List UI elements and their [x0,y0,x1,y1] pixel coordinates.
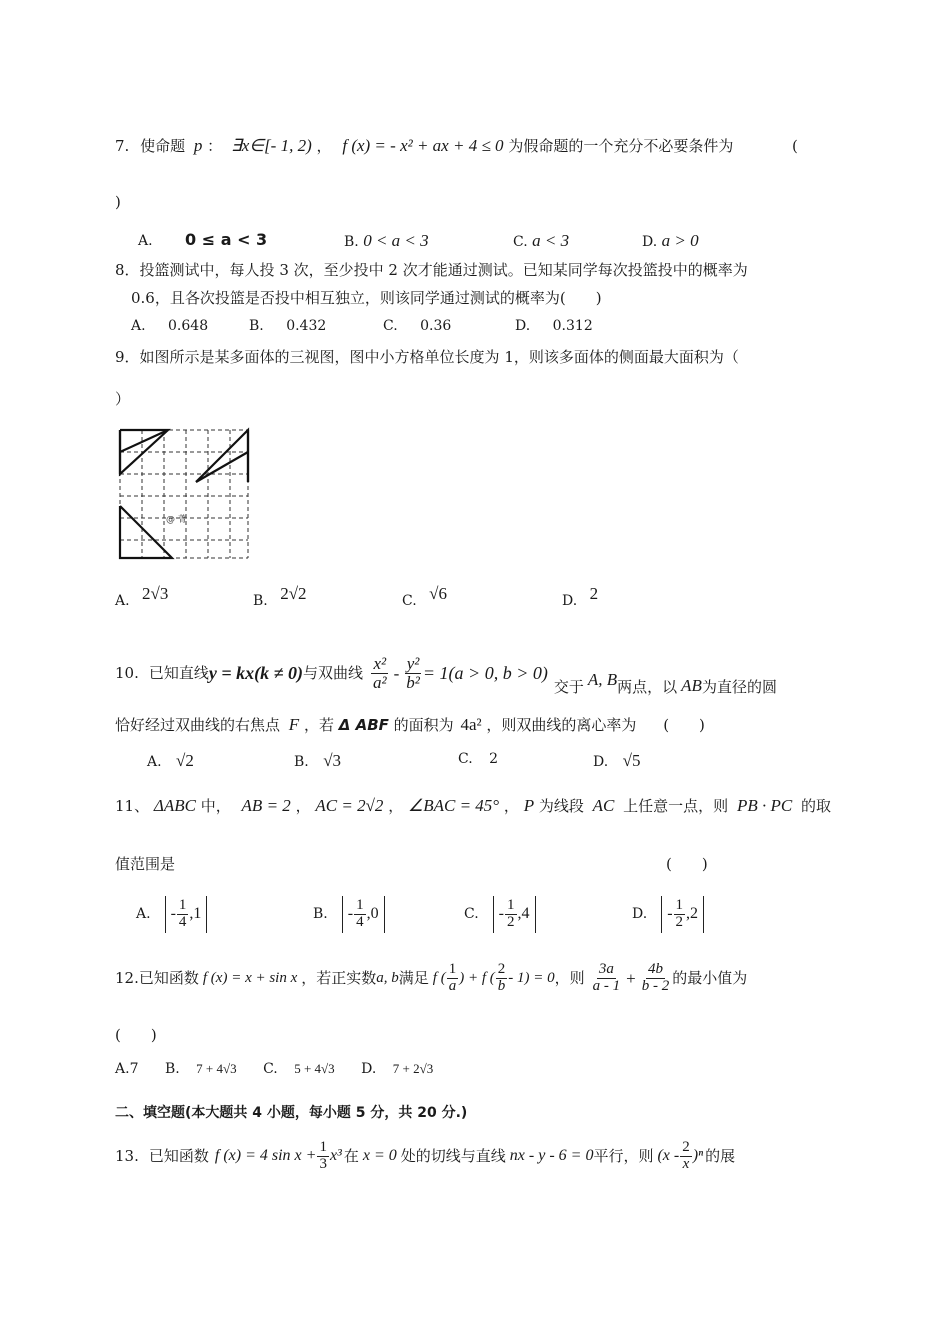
frac-den: 4 [178,913,187,930]
q12-frac4 [640,962,672,995]
q10-focus-f: F [288,715,300,734]
option-label: D. [361,1061,377,1077]
q10-hyp-rhs: = 1(a > 0, b > 0) [422,663,548,683]
interval-sign: - [170,905,176,923]
option-label: D. [642,234,658,250]
q10-number: 10. [115,663,139,682]
interval-frac [505,898,517,931]
q12-plus: + [626,968,636,988]
three-view-figure [116,426,256,566]
q7-paren-close: ) [115,193,121,211]
q8-option-d [515,319,593,333]
q10-text-post1: 交于 [553,677,584,696]
q11-option-b [313,896,385,933]
frac-num: 4b [647,961,663,977]
option-text: 2 [589,584,599,603]
q12-expr: ) + f ( [459,969,495,986]
q12-text: 的最小值为 [672,968,748,987]
interval-frac [177,898,189,931]
q10-line-equation: y = kx(k ≠ 0) [208,663,303,683]
q11-option-c [464,896,536,933]
frac-den: 4 [356,913,364,930]
q7-p: p [193,136,203,155]
q7-cond2: f (x) = - x² + ax + 4 ≤ 0 [342,136,504,155]
q10-line2-mid2: 的面积为 [393,716,454,734]
option-interval [661,896,704,933]
option-label: B. [344,234,359,250]
option-label: B. [313,906,328,923]
q7-option-c [513,232,569,249]
q13-function: f (x) = 4 sin x + [214,1147,317,1165]
q9-option-d [562,584,599,609]
q7-line1 [115,137,733,154]
q12-option-a [115,1061,143,1077]
q11-paren: ( ) [666,855,708,873]
frac-num: 1 [178,897,187,913]
q11-option-d [632,896,704,933]
q12-function: f (x) = x + sin x [202,969,298,986]
q11-triangle: ΔABC [153,796,196,815]
q10-option-b [294,752,341,769]
interval-rest: ,0 [366,905,379,923]
frac-num: 1 [675,897,684,913]
q8-option-c [383,319,451,333]
frac-den: b - 2 [641,977,670,994]
q11-comma: ， [503,797,519,815]
option-label: D. [515,318,531,334]
interval-rest: ,1 [189,905,202,923]
option-label: B. [294,754,309,770]
frac-den: b [497,977,506,994]
q7-option-b [344,232,429,249]
option-interval [493,896,536,933]
option-text: 5 + 4√3 [294,1061,335,1076]
q13-frac [317,1140,329,1173]
interval-frac [354,898,366,931]
q11-angle: ∠BAC = 45° [407,796,500,815]
q10-line1 [115,648,777,698]
option-interval [165,896,208,933]
q10-text-post2: 两点，以 [617,677,678,696]
option-label: B. [253,593,268,609]
q7-text-pre: 使命题 [140,137,186,155]
q10-paren: ( ) [663,716,705,734]
frac-num: y² [406,653,420,673]
frac-num: 1 [356,897,364,913]
frac-num: 1 [319,1139,327,1155]
q12-text: 已知函数 [138,968,199,987]
q8-option-a [131,319,208,333]
q12-options [115,1062,433,1076]
q11-text: 中， [200,797,231,815]
option-label: A. [115,1061,130,1077]
q13-expansion: )ⁿ [692,1147,704,1165]
q13-number: 13. [115,1146,139,1165]
q13-x-zero: x = 0 [362,1147,397,1165]
q10-hyp-x [371,655,389,692]
option-label: C. [513,234,528,250]
q10-option-a [147,752,194,769]
q10-line2-pre: 恰好经过双曲线的右焦点 [115,716,281,734]
option-label: B. [164,1061,180,1077]
q11-text: 的取 [801,797,832,815]
q11-comma: ， [295,797,311,815]
option-interval [342,896,385,933]
q12-text: ，则 [554,968,585,987]
option-text: 0.432 [286,318,327,334]
option-label: D. [632,906,648,923]
interval-frac [674,898,686,931]
interval-sign: - [667,905,673,923]
section-title: 二、填空题(本大题共 4 小题，每小题 5 分，共 20 分.) [115,1105,468,1121]
option-label: C. [402,593,417,609]
q13-line: nx - y - 6 = 0 [509,1147,594,1165]
q13-text: 处的切线与直线 [400,1146,506,1165]
frac-den: a [448,977,457,994]
q12-option-c [263,1061,339,1077]
option-text: 0 < a < 3 [363,231,429,250]
q7-comma: ， [316,137,332,155]
q13-text: 平行，则 [593,1146,654,1165]
option-text: a > 0 [661,231,699,250]
q10-text-pre: 已知直线 [148,663,209,682]
q10-text-post3: 为直径的圆 [701,677,777,696]
q7-paren-open: ( [792,137,798,155]
q10-hyp-y [404,655,422,692]
q11-point-p: P [523,796,535,815]
q9-line2: ） [115,390,131,408]
frac-den: b² [406,672,420,692]
option-text: 7 + 2√3 [392,1061,434,1076]
q13-text: 在 [343,1146,359,1165]
q10-points-ab: A, B [587,669,618,689]
q11-ac: AC = 2√2 [315,796,384,815]
frac-num: 2 [682,1139,690,1155]
q11-dot-product: PB · PC [736,796,793,815]
option-label: C. [383,318,398,334]
q11-segment-ac: AC [592,796,615,815]
q9-line1: 9．如图所示是某多面体的三视图，图中小方格单位长度为 1，则该多面体的侧面最大面积为（ [115,348,739,366]
q11-ab: AB = 2 [241,796,291,815]
interval-rest: ,2 [686,905,699,923]
q7-number: 7. [115,137,130,155]
option-text: 0.648 [168,318,209,334]
q12-paren: ( ) [115,1026,157,1044]
option-label: D. [562,593,578,609]
q9-option-a [115,584,169,609]
q11-comma: ， [388,797,404,815]
option-label: C. [464,906,479,923]
option-label: D. [593,754,609,770]
option-label: A. [136,906,151,923]
frac-num: 1 [448,961,457,977]
option-text: √3 [323,751,342,770]
option-text: 0 ≤ a < 3 [185,230,268,249]
q9-option-c [402,584,447,609]
frac-den: a² [373,672,387,692]
q12-option-d [361,1061,433,1077]
q13-text: 的展 [705,1146,736,1165]
q11-text: 为线段 [538,797,584,815]
q10-hyp-minus: - [393,663,400,683]
q12-frac1 [447,962,459,995]
q12-expr: - 1) = 0 [508,969,555,986]
q7-option-a [138,232,267,248]
q11-option-a [136,896,207,933]
interval-sign: - [347,905,354,923]
q8-option-b [249,319,326,333]
option-label: C. [458,751,473,767]
q11-line1 [115,797,831,814]
frac-den: x [682,1155,690,1172]
q10-area: 4a² [460,715,482,734]
q8-line2: 0.6，且各次投篮是否投中相互独立，则该同学通过测试的概率为( ) [131,289,602,307]
q12-vars: a, b [376,969,399,986]
option-label: A. [138,233,153,249]
q10-text-mid: 与双曲线 [303,663,364,682]
option-label: A. [147,754,162,770]
frac-num: x² [373,653,387,673]
q10-option-c [458,752,498,766]
option-text: 2 [489,751,499,767]
frac-num: 3a [598,961,614,977]
q11-number: 11、 [115,797,150,815]
option-label: C. [263,1061,278,1077]
q12-frac3 [591,962,623,995]
q12-number: 12. [115,968,139,987]
frac-den: 3 [319,1155,327,1172]
frac-den: 2 [675,913,684,930]
q7-colon: ： [207,137,223,155]
q12-text: ，若正实数 [301,968,377,987]
q13-x-cubed: x³ [329,1147,342,1165]
frac-num: 2 [497,961,506,977]
interval-sign: - [498,905,504,923]
option-text: √5 [622,751,641,770]
option-text: √2 [176,751,194,770]
option-text: 2√2 [280,584,307,603]
q13-expansion: (x - [657,1147,680,1165]
q10-option-d [593,752,640,769]
option-label: A. [131,318,146,334]
q10-line2-post: ，则双曲线的离心率为 [486,716,637,734]
interval-rest: ,4 [517,905,530,923]
option-text: 7 + 4√3 [196,1061,237,1076]
q10-line2 [115,716,705,733]
q7-option-d [642,232,699,249]
option-label: B. [249,318,264,334]
q10-segment-ab: AB [681,675,702,695]
q7-text-post: 为假命题的一个充分不必要条件为 [508,137,734,155]
q13-line1 [115,1140,735,1173]
q12-line1 [115,962,747,995]
frac-den: 2 [507,913,515,930]
q12-expr: f ( [432,969,446,986]
q10-triangle: Δ ABF [338,716,389,734]
option-text: 0.36 [420,318,452,334]
q12-text: 满足 [398,968,429,987]
q12-option-b [165,1061,241,1077]
q8-line1: 8．投篮测试中，每人投 3 次，至少投中 2 次才能通过测试。已知某同学每次投篮投中的概率为 [115,261,748,279]
option-text: 0.312 [552,318,593,334]
q12-frac2 [496,962,508,995]
q10-line2-mid: ，若 [303,716,334,734]
figure-watermark: @ 菁 [166,515,187,525]
option-text: 7 [129,1061,139,1077]
q9-option-b [253,584,307,609]
option-text: a < 3 [532,231,570,250]
frac-den: a - 1 [592,977,621,994]
q11-line2: 值范围是 [115,855,176,873]
q7-cond1: ∃x∈[- 1, 2) [230,136,312,155]
q11-text: 上任意一点，则 [623,797,729,815]
option-text: √6 [429,584,447,603]
option-text: 2√3 [142,584,169,603]
q13-text: 已知函数 [148,1146,209,1165]
option-label: A. [115,593,130,609]
frac-num: 1 [507,897,515,913]
q13-exp-frac [680,1140,692,1173]
